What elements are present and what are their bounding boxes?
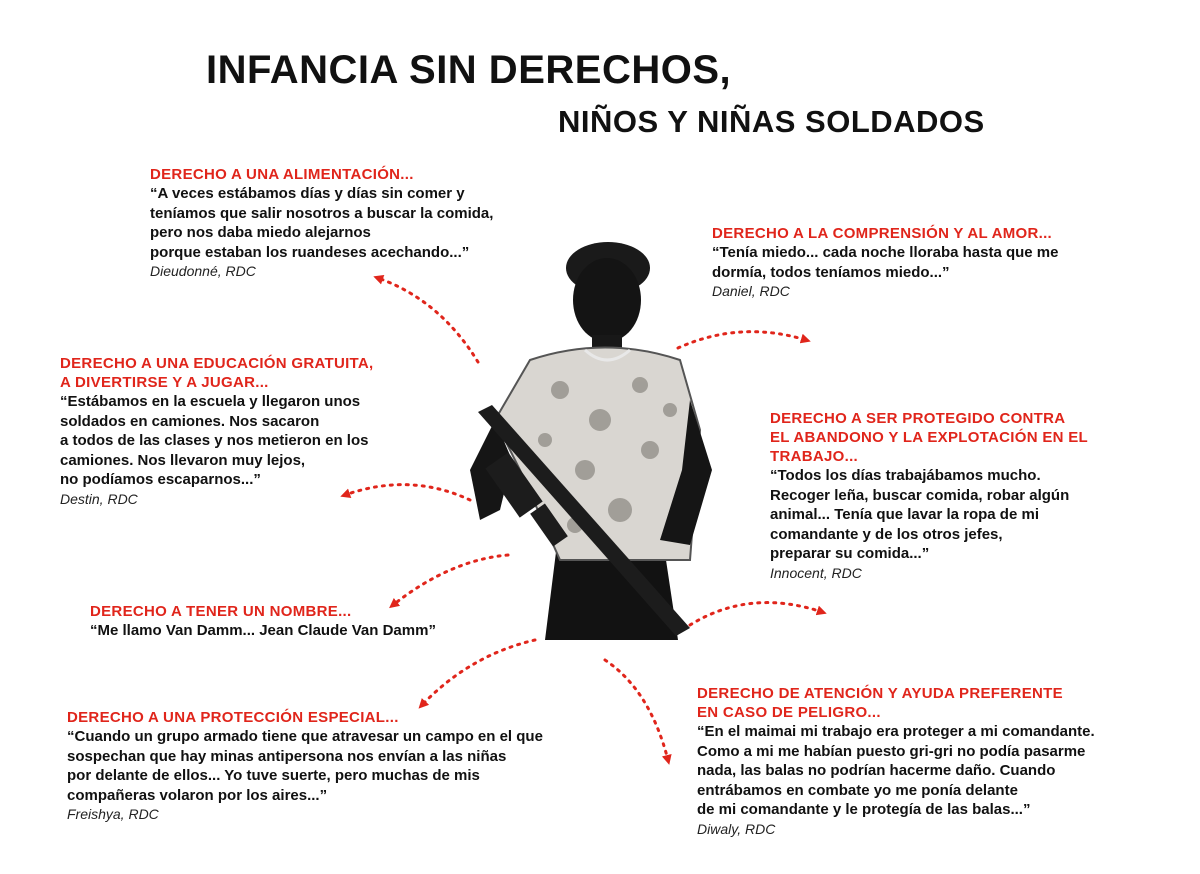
block-explotacion — [770, 409, 1088, 583]
block-attribution: Innocent, RDC — [770, 564, 862, 581]
block-quote: “Todos los días trabajábamos mucho. Recoger leña, buscar comida, robar algún animal... Tenía que lavar la ropa de mi comandante y de los otros jefes, preparar su comida...” — [770, 467, 1070, 562]
block-alimentacion — [150, 165, 493, 281]
arrow-comprension — [678, 332, 806, 348]
block-attribution: Diwaly, RDC — [697, 820, 776, 837]
block-quote: “A veces estábamos días y días sin comer y teníamos que salir nosotros a buscar la comida, pero nos daba miedo alejarnos porque estaban los ruandeses acechando...” — [150, 185, 494, 261]
block-heading: DERECHO A SER PROTEGIDO CONTRA EL ABANDONO Y LA EXPLOTACIÓN EN EL TRABAJO... — [770, 410, 1089, 465]
block-attribution: Destin, RDC — [60, 490, 138, 507]
block-heading: DERECHO A LA COMPRENSIÓN Y AL AMOR... — [712, 225, 1053, 242]
block-quote: “Cuando un grupo armado tiene que atravesar un campo en el que sospechan que hay minas antipersona nos envían a las niñas por delante de ellos... Yo tuve suerte, pero muchas de mis compañeras volaron por los aires...” — [67, 728, 543, 804]
block-heading: DERECHO A UNA ALIMENTACIÓN... — [150, 166, 414, 183]
block-quote: “Estábamos en la escuela y llegaron unos soldados en camiones. Nos sacaron a todos de las clases y nos metieron en los camiones. Nos llevaron muy lejos, no podíamos escaparnos...” — [60, 393, 369, 488]
block-heading: DERECHO DE ATENCIÓN Y AYUDA PREFERENTE EN CASO DE PELIGRO... — [697, 685, 1063, 721]
block-quote: “Tenía miedo... cada noche lloraba hasta que me dormía, todos teníamos miedo...” — [712, 244, 1059, 281]
block-attribution: Freishya, RDC — [67, 806, 159, 822]
page-title: INFANCIA SIN DERECHOS, — [206, 48, 732, 92]
block-comprension — [712, 224, 1059, 301]
block-heading: DERECHO A UNA PROTECCIÓN ESPECIAL... — [67, 709, 399, 726]
block-attribution: Daniel, RDC — [712, 283, 790, 299]
block-educacion — [60, 354, 374, 509]
block-proteccion — [67, 708, 543, 824]
block-quote: “En el maimai mi trabajo era proteger a mi comandante. Como a mi me habían puesto gri-gri no podía pasarme nada, las balas no podrían hacerme daño. Cuando entrábamos en combate yo me ponía delante de mi comandante y le protegía de las balas...” — [697, 723, 1095, 818]
arrow-nombre — [393, 555, 508, 605]
arrow-proteccion — [422, 640, 535, 705]
block-heading: DERECHO A UNA EDUCACIÓN GRATUITA, A DIVERTIRSE Y A JUGAR... — [60, 355, 374, 391]
arrow-explotacion — [690, 603, 822, 625]
block-attribution: Dieudonné, RDC — [150, 263, 256, 279]
block-quote: “Me llamo Van Damm... Jean Claude Van Damm” — [90, 622, 436, 639]
arrow-alimentacion — [378, 278, 478, 362]
block-atencion — [697, 684, 1095, 839]
block-nombre — [90, 602, 436, 641]
arrow-atencion — [605, 660, 668, 760]
page-subtitle: NIÑOS Y NIÑAS SOLDADOS — [558, 104, 985, 139]
block-heading: DERECHO A TENER UN NOMBRE... — [90, 603, 352, 620]
